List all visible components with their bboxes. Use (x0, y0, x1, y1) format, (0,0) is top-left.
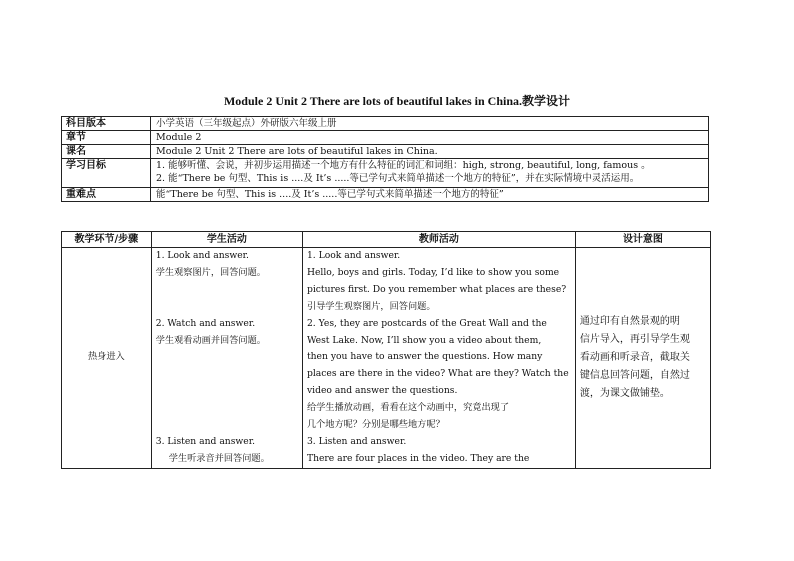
info-value: 1. 能够听懂、会说，并初步运用描述一个地方有什么特征的词汇和词组：high, strong, beautiful, long, famous 。 2. 能“There be 句型、This is ....及 It’s .....等已学句式来简单描述一个地方的特征”，并在实际情境中灵活运用。 (151, 159, 709, 188)
teacher-activity-cell: 1. Look and answer. Hello, boys and girls. Today, I’d like to show you some pictures first. Do you remember what places are these? 引导学生观察图片，回答问题。 2. Yes, they are postcards of the Great Wall and the West Lake. Now, I’ll show you a video about them, then you have to answer the questions. How many places are there in the video? What are they? Watch the video and answer the questions. 给学生播放动画，看看在这个动画中，究竟出现了 几个地方呢？分别是哪些地方呢？ 3. Listen and answer. There are four places in the video. They are the (302, 248, 575, 469)
header-student-activity: 学生活动 (151, 232, 302, 248)
header-design-intent: 设计意图 (575, 232, 710, 248)
info-row-subject (62, 117, 709, 131)
info-label: 科目版本 (62, 117, 151, 131)
info-label: 学习目标 (62, 159, 151, 188)
header-teacher-activity: 教师活动 (302, 232, 575, 248)
design-intent-cell: 通过印有自然景观的明 信片导入，再引导学生观 看动画和听录音，截取关 键信息回答问题，自然过 渡，为课文做铺垫。 (575, 248, 710, 469)
info-label: 重难点 (62, 188, 151, 202)
info-label: 课名 (62, 145, 151, 159)
teaching-process-table (61, 231, 711, 469)
info-row-key-points (62, 188, 709, 202)
table-row (62, 248, 711, 469)
header-phase: 教学环节/步骤 (62, 232, 152, 248)
table-header-row (62, 232, 711, 248)
info-value: Module 2 Unit 2 There are lots of beautiful lakes in China. (151, 145, 709, 159)
info-row-chapter (62, 131, 709, 145)
info-row-lesson (62, 145, 709, 159)
info-value: Module 2 (151, 131, 709, 145)
course-info-table (61, 116, 709, 202)
info-label: 章节 (62, 131, 151, 145)
document-title: Module 2 Unit 2 There are lots of beautiful lakes in China.教学设计 (223, 94, 571, 108)
phase-cell: 热身进入 (62, 248, 152, 469)
info-row-objectives (62, 159, 709, 188)
student-activity-cell: 1. Look and answer. 学生观察图片，回答问题。 2. Watch and answer. 学生观看动画并回答问题。 3. Listen and answer. 学生听录音并回答问题。 (151, 248, 302, 469)
info-value: 能“There be 句型、This is ....及 It’s .....等已学句式来简单描述一个地方的特征” (151, 188, 709, 202)
info-value: 小学英语（三年级起点）外研版六年级上册 (151, 117, 709, 131)
